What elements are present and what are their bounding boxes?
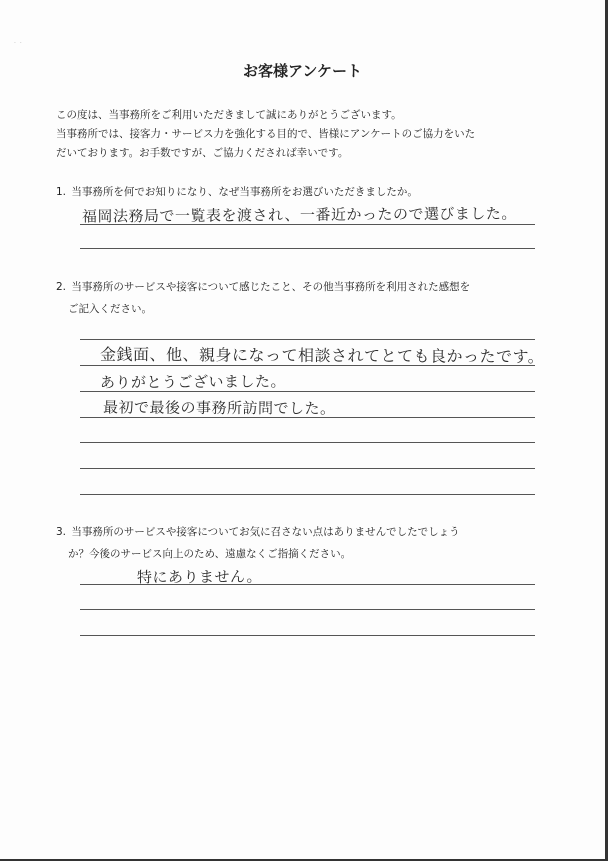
intro-paragraph [56,106,556,163]
handwritten-answer: 特にありません。 [136,567,262,587]
page-title: お客様アンケート [242,62,363,80]
answer-line [80,468,535,469]
question-2 [56,276,556,320]
answer-line [80,494,535,495]
intro-line: この度は、当事務所をご利用いただきまして誠にありがとうございます。 [56,109,402,121]
answer-line [80,635,535,636]
handwritten-answer: 最初で最後の事務所訪問でした。 [102,398,336,418]
question-text: ご記入ください。 [68,303,152,315]
answer-line [80,609,535,610]
intro-line: 当事務所では、接客力・サービス力を強化する目的で、皆様にアンケートのご協力をいた [56,128,476,140]
handwritten-answer: 金銭面、他、親身になって相談されてとても良かったです。 [99,344,545,367]
answer-line [80,248,535,249]
handwritten-answer: 福岡法務局で一覧表を渡され、一番近かったので選びました。 [81,204,517,226]
handwritten-answer: ありがとうございました。 [99,372,287,392]
question-text: 当事務所のサービスや接客について感じたこと、その他当事務所を利用された感想を [71,281,471,293]
question-1 [56,181,556,203]
answer-line [80,442,535,443]
scan-speck: · · [14,40,23,47]
question-text: か？今後のサービス向上のため、遠慮なくご指摘ください。 [68,548,352,560]
question-3 [56,521,556,565]
question-text: 当事務所のサービスや接客についてお気に召さない点はありませんでしたでしょう [71,526,460,538]
question-number: 3. [56,526,67,538]
answer-line [80,339,535,340]
question-text: 当事務所を何でお知りになり、なぜ当事務所をお選びいただきましたか。 [71,186,418,198]
intro-line: だいております。お手数ですが、ご協力くだされば幸いです。 [56,147,349,159]
question-number: 2. [56,281,67,293]
question-number: 1. [56,186,67,198]
